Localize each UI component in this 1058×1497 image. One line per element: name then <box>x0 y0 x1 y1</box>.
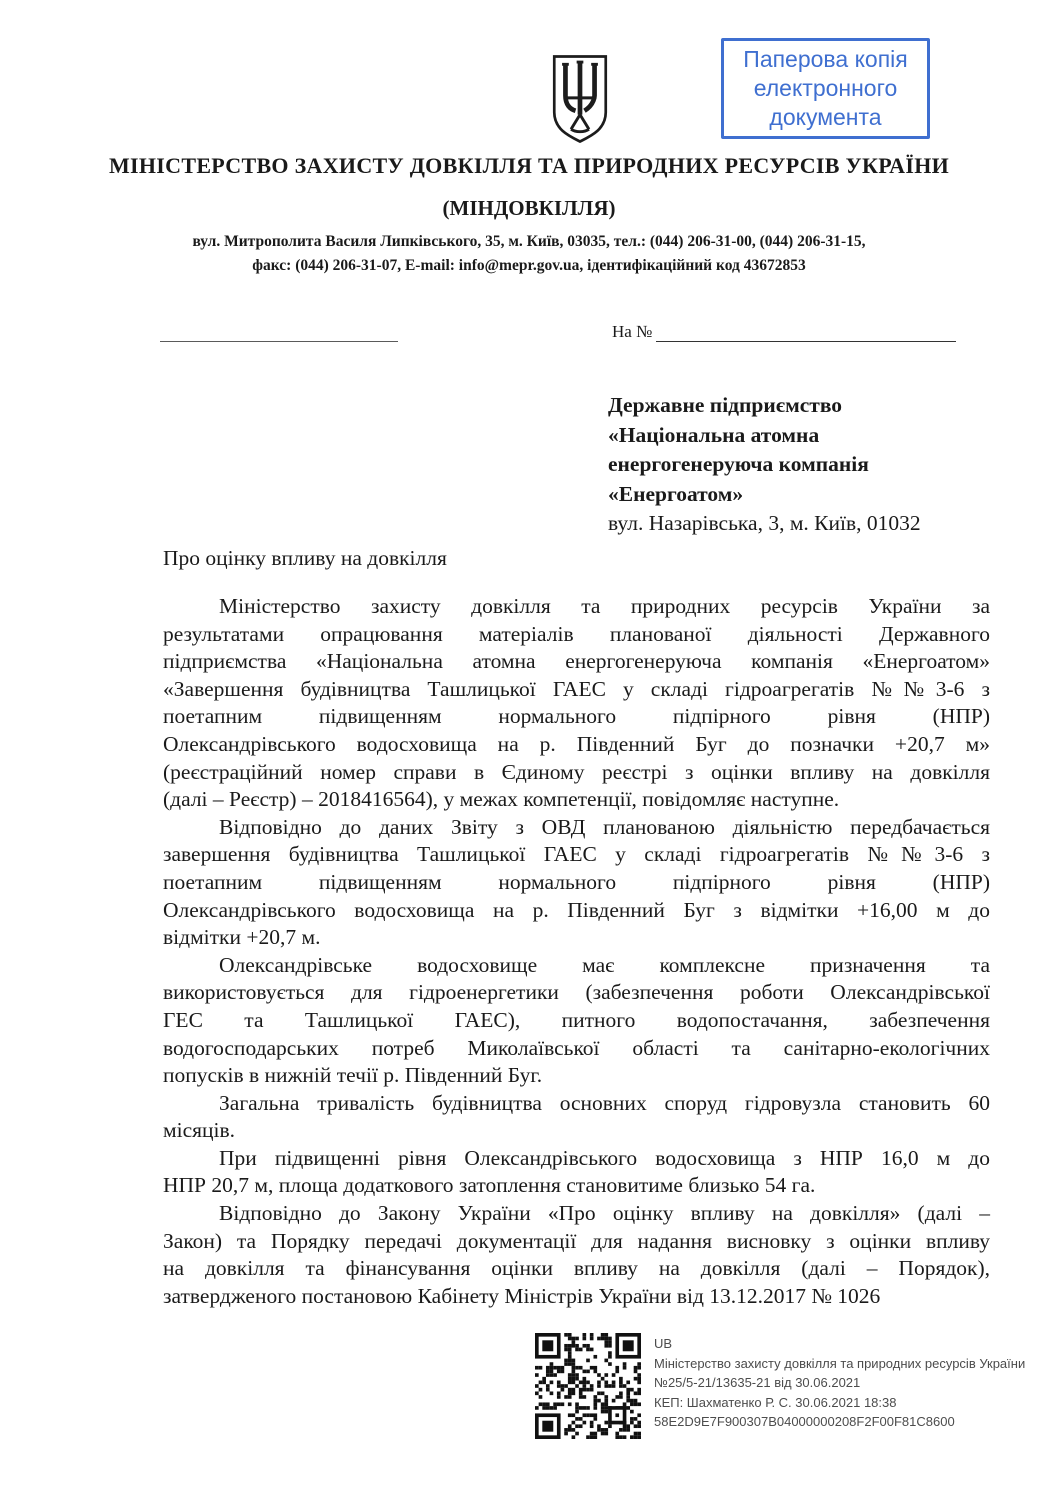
body-line: Відповідно до Закону України «Про оцінку впливу на довкілля» (далі – <box>219 1201 990 1226</box>
body-line: місяців. <box>163 1118 236 1143</box>
signature-line: 58E2D9E7F900307B04000000208F2F00F81C8600 <box>654 1414 955 1429</box>
body-line: Відповідно до даних Звіту з ОВД планованою діяльністю передбачається <box>219 814 990 839</box>
recipient-address: вул. Назарівська, 3, м. Київ, 01032 <box>608 511 921 535</box>
body-line: Олександрівське водосховище має комплексне призначення та <box>219 952 990 977</box>
body-line: водогосподарських потреб Миколаївської області та санітарно-екологічних <box>163 1035 990 1060</box>
ministry-short-name: (МІНДОВКІЛЛЯ) <box>442 196 616 220</box>
ministry-title: МІНІСТЕРСТВО ЗАХИСТУ ДОВКІЛЛЯ ТА ПРИРОДНИХ РЕСУРСІВ УКРАЇНИ <box>108 153 950 178</box>
body-line: використовується для гідроенергетики (забезпечення роботи Олександрівської <box>163 980 990 1005</box>
body-line: поетапним підвищенням нормального підпірного рівня (НПР) <box>163 869 990 894</box>
body-text <box>163 593 990 1310</box>
body-line: Міністерство захисту довкілля та природних ресурсів України за <box>219 594 990 618</box>
body-line: Олександрівського водосховища на р. Південний Буг з відмітки +16,00 м до <box>163 897 990 922</box>
signature-line: КЕП: Шахматенко Р. С. 30.06.2021 18:38 <box>654 1394 897 1410</box>
body-line: відмітки +20,7 м. <box>163 925 321 950</box>
body-line: Загальна тривалість будівництва основних споруд гідровузла становить 60 <box>219 1090 990 1115</box>
recipient-name-line: «Національна атомна <box>608 422 820 447</box>
ministry-address-line1: вул. Митрополита Василя Липківського, 35, м. Київ, 03035, тел.: (044) 206-31-00, (044) 206-31-15, <box>192 233 866 250</box>
ministry-address-line2: факс: (044) 206-31-07, E-mail: info@mepr.gov.ua, ідентифікаційний код 43672853 <box>252 257 806 274</box>
body-line: Закон) та Порядку передачі документації для надання висновку з оцінки впливу <box>163 1228 990 1253</box>
body-line: підприємства «Національна атомна енергогенеруюча компанія «Енергоатом» <box>163 649 990 674</box>
signature-line: Міністерство захисту довкілля та природних ресурсів України <box>654 1355 1026 1371</box>
stamp-line: Паперова копія <box>743 46 908 72</box>
body-line: затвердженого постановою Кабінету Міністрів України від 13.12.2017 № 1026 <box>163 1283 881 1308</box>
recipient-name-line: «Енергоатом» <box>608 481 744 506</box>
body-line: поетапним підвищенням нормального підпірного рівня (НПР) <box>163 704 990 729</box>
body-line: завершення будівництва Ташлицької ГАЕС у складі гідроагрегатів №№3-6 з <box>163 842 990 867</box>
body-line: на довкілля та фінансування оцінки впливу на довкілля (далі – Порядок), <box>163 1256 990 1281</box>
signature-lines <box>654 1354 1025 1432</box>
body-line: результатами опрацювання матеріалів планованої діяльності Державного <box>163 621 990 646</box>
body-line: ГЕС та Ташлицької ГАЕС), питного водопостачання, забезпечення <box>163 1007 990 1032</box>
body-line: Олександрівського водосховища на р. Південний Буг до позначки +20,7 м» <box>163 731 990 756</box>
body-line: «Завершення будівництва Ташлицької ГАЕС у складі гідроагрегатів №№3-6 з <box>163 676 990 701</box>
stamp-line: електронного <box>753 75 898 101</box>
qr-code-icon <box>535 1333 641 1439</box>
ukraine-trident-icon <box>542 52 618 146</box>
recipient-block <box>608 391 921 539</box>
na-no-blank-line <box>656 341 956 342</box>
recipient-name-line: енергогенеруюча компанія <box>608 452 869 476</box>
na-no-label: На № <box>612 322 653 341</box>
subject-line: Про оцінку впливу на довкілля <box>163 546 447 570</box>
signature-label: UB <box>654 1336 673 1351</box>
body-line: попусків в нижній течії р. Південний Буг. <box>163 1063 543 1088</box>
body-line: (далі – Реєстр) – 2018416564), у межах компетенції, повідомляє наступне. <box>163 787 840 812</box>
signature-info <box>654 1333 1025 1432</box>
paper-copy-stamp <box>721 38 930 139</box>
signature-block <box>535 1333 1025 1439</box>
recipient-name-line: Державне підприємство <box>608 393 843 417</box>
stamp-line: документа <box>769 104 882 130</box>
signature-line: №25/5-21/13635-21 від 30.06.2021 <box>654 1375 861 1390</box>
outgoing-number-blank-line <box>160 341 398 342</box>
body-line: При підвищенні рівня Олександрівського водосховища з НПР 16,0 м до <box>219 1145 990 1170</box>
body-line: НПР 20,7 м, площа додаткового затоплення становитиме близько 54 га. <box>163 1173 816 1198</box>
body-line: (реєстраційний номер справи в Єдиному реєстрі з оцінки впливу на довкілля <box>163 759 990 784</box>
recipient-name <box>608 391 921 509</box>
